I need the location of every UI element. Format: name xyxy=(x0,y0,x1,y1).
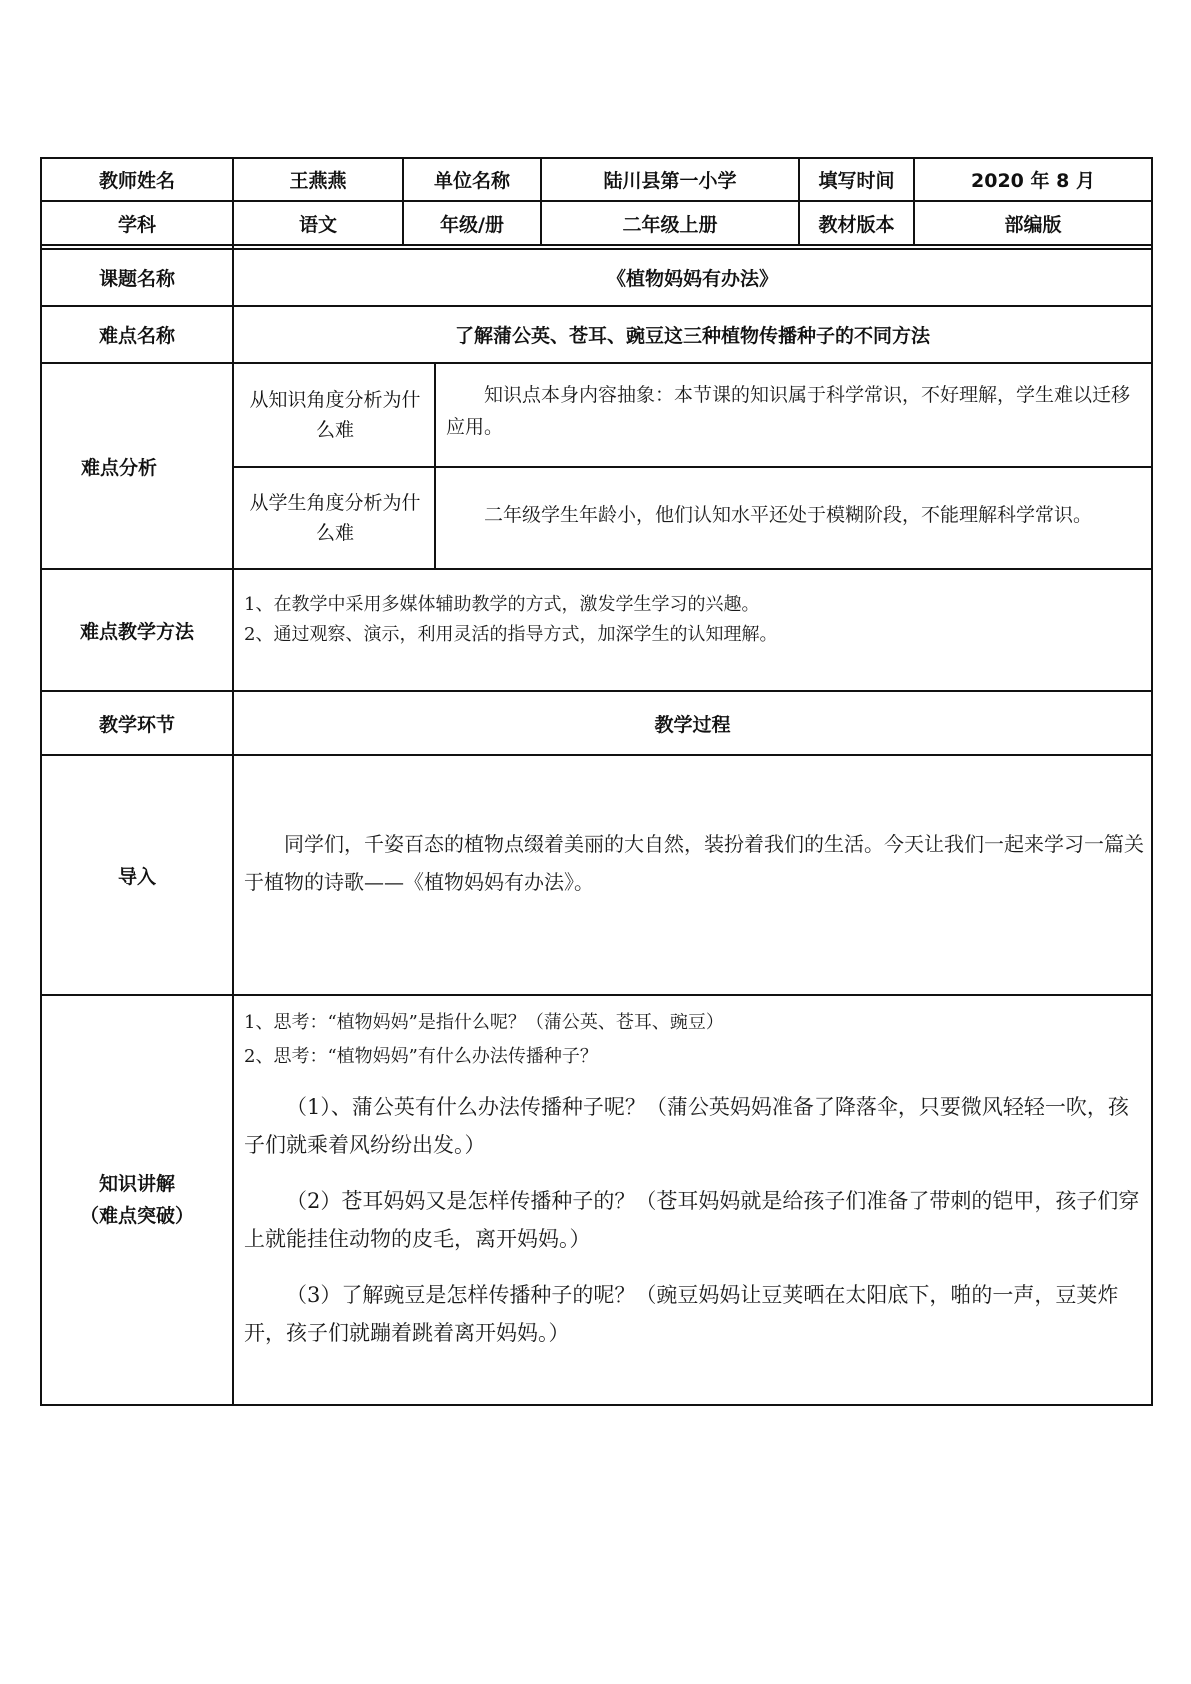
difficulty-name: 了解蒲公英、苍耳、豌豆这三种植物传播种子的不同方法 xyxy=(454,325,930,347)
lesson-title-label: 课题名称 xyxy=(98,268,175,290)
knowledge-label-line1: 知识讲解 xyxy=(98,1173,175,1195)
student-angle-label: 从学生角度分析为什么难 xyxy=(249,492,421,544)
knowledge-label xyxy=(40,996,234,1404)
grade-value: 二年级上册 xyxy=(622,214,718,236)
teacher-name: 王燕燕 xyxy=(289,169,347,192)
analysis-label: 难点分析 xyxy=(80,456,157,479)
edition-value: 部编版 xyxy=(1004,214,1062,236)
question-2: 2、思考：“植物妈妈”有什么办法传播种子？ xyxy=(244,1046,598,1067)
unit-label: 单位名称 xyxy=(433,169,510,192)
lesson-title: 《植物妈妈有办法》 xyxy=(606,268,778,290)
process-header: 教学过程 xyxy=(654,713,731,736)
knowledge-content xyxy=(244,1006,1144,1352)
intro-paragraph: 同学们，千姿百态的植物点缀着美丽的大自然，装扮着我们的生活。今天让我们一起来学习一篇关于植物的诗歌——《植物妈妈有办法》。 xyxy=(244,832,1144,894)
difficulty-name-label: 难点名称 xyxy=(98,325,175,347)
student-angle-paragraph: 二年级学生年龄小，他们认知水平还处于模糊阶段，不能理解科学常识。 xyxy=(484,504,1093,526)
knowledge-angle-paragraph: 知识点本身内容抽象：本节课的知识属于科学常识，不好理解，学生难以迁移应用。 xyxy=(446,384,1131,438)
intro-text xyxy=(244,825,1144,901)
cocklebur-paragraph: （2）苍耳妈妈又是怎样传播种子的？（苍耳妈妈就是给孩子们准备了带刺的铠甲，孩子们穿上就能挂住动物的皮毛，离开妈妈。） xyxy=(244,1189,1140,1251)
student-angle-text xyxy=(446,499,1146,531)
knowledge-angle-text xyxy=(446,379,1146,443)
stage-header: 教学环节 xyxy=(98,713,175,736)
knowledge-angle-label: 从知识角度分析为什么难 xyxy=(249,389,421,441)
date-value: 2020 年 8 月 xyxy=(971,169,1095,192)
teacher-label: 教师姓名 xyxy=(98,169,175,192)
knowledge-label-line2: （难点突破） xyxy=(79,1205,194,1227)
methods-list xyxy=(244,590,1144,650)
unit-name: 陆川县第一小学 xyxy=(603,169,737,192)
question-1: 1、思考：“植物妈妈”是指什么呢？（蒲公英、苍耳、豌豆） xyxy=(244,1012,724,1033)
method-item: 2、通过观察、演示，利用灵活的指导方式，加深学生的认知理解。 xyxy=(244,624,778,645)
pea-paragraph: （3）了解豌豆是怎样传播种子的呢？（豌豆妈妈让豆荚晒在太阳底下，啪的一声，豆荚炸开，孩子们就蹦着跳着离开妈妈。） xyxy=(244,1283,1119,1345)
grade-label: 年级/册 xyxy=(440,214,504,236)
dandelion-paragraph: （1）、蒲公英有什么办法传播种子呢？（蒲公英妈妈准备了降落伞，只要微风轻轻一吹，孩子们就乘着风纷纷出发。） xyxy=(244,1095,1129,1157)
method-item: 1、在教学中采用多媒体辅助教学的方式，激发学生学习的兴趣。 xyxy=(244,594,760,615)
lesson-plan-table xyxy=(40,157,1153,1406)
subject-value: 语文 xyxy=(298,214,337,236)
subject-label: 学科 xyxy=(117,214,156,236)
edition-label: 教材版本 xyxy=(818,214,895,236)
methods-label: 难点教学方法 xyxy=(79,620,194,643)
intro-label: 导入 xyxy=(117,865,156,888)
date-label: 填写时间 xyxy=(818,169,895,192)
